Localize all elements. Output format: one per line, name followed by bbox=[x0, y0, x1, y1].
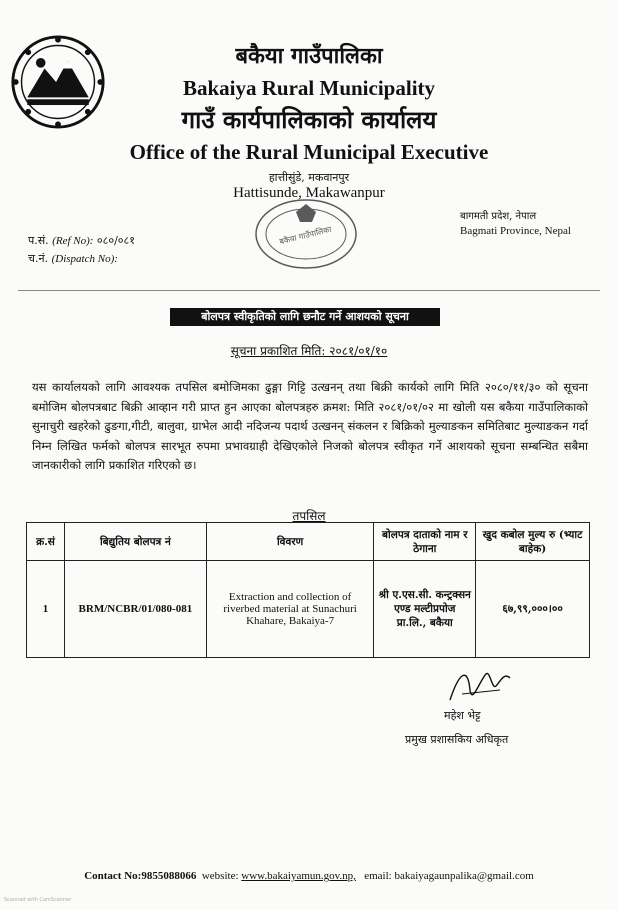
reference-block bbox=[28, 232, 135, 268]
address-en: Hattisunde, Makawanpur bbox=[233, 185, 385, 201]
dispatch-label: च.नं. bbox=[28, 252, 49, 265]
schedule-heading: तपसिल bbox=[292, 509, 326, 523]
dispatch-line bbox=[28, 250, 135, 268]
signature-mark bbox=[440, 660, 520, 710]
notice-body: यस कार्यालयको लागि आवश्यक तपसिल बमोजिमका ढुङ्गा गिट्टि उत्खनन् तथा बिक्री कार्यको लागि मिति २०८०/११/३० को सूचना बमोजिम बोलपत्रबाट बिक्री आव्हान गरी प्राप्त हुन आएका बोलपत्रहरु क्रमश: मिति २०८१/०१/०२ मा खोली यस बकैया गाउँपालिकाको सुनाचुरी खहरेको ढुङगा,गीटी, बालुवा, ग्राभेल आदी नदिजन्य पदार्थ उत्खनन् संकलन र बिक्रिको मुल्याङकन समितिबाट मुल्याङकन गर्दा निम्न लिखित फर्मको बोलपत्र सारभूत रुपमा प्रभावग्राही देखिएकोले निजको बोलपत्र स्वीकृत गर्ने आशयको सूचना सम्बन्धित सबैमा जानकारीको लागि प्रकाशित गरिएको छ। bbox=[32, 380, 588, 472]
stamp-text: बकैया गाउँपालिका bbox=[278, 224, 333, 247]
office-name-np: गाउँ कार्यपालिकाको कार्यालय bbox=[181, 105, 437, 134]
ref-label-en: (Ref No): bbox=[52, 235, 94, 247]
website-label: website: bbox=[201, 870, 239, 882]
table-header-row bbox=[27, 523, 590, 561]
dispatch-label-en: (Dispatch No): bbox=[51, 253, 118, 265]
contact-label: Contact No: bbox=[84, 870, 142, 882]
col-bid-no: बिद्युतिय बोलपत्र नं bbox=[64, 523, 206, 561]
signatory-name: महेश भेट्ट bbox=[444, 709, 481, 722]
municipality-name-np: बकैया गाउँपालिका bbox=[235, 43, 383, 69]
col-amount: खुद कबोल मुल्य रु (भ्याट बाहेक) bbox=[476, 523, 590, 561]
province-np: बागमती प्रदेश, नेपाल bbox=[460, 211, 537, 222]
office-stamp bbox=[252, 196, 360, 272]
header-divider bbox=[18, 290, 600, 291]
ref-label: प.सं. bbox=[28, 234, 49, 247]
cell-description: Extraction and collection of riverbed material at Sunachuri Khahare, Bakaiya-7 bbox=[206, 561, 374, 658]
notice-title: बोलपत्र स्वीकृतिको लागि छनौट गर्ने आशयको सूचना bbox=[170, 308, 440, 326]
office-name-en: Office of the Rural Municipal Executive bbox=[129, 140, 489, 164]
cell-bid-no: BRM/NCBR/01/080-081 bbox=[64, 561, 206, 658]
ref-line bbox=[28, 232, 135, 250]
province-block bbox=[460, 210, 600, 238]
col-bidder: बोलपत्र दाताको नाम र ठेगाना bbox=[374, 523, 476, 561]
email-label: email: bbox=[364, 870, 392, 882]
address-np: हात्तीसुंडे, मकवानपुर bbox=[268, 171, 350, 184]
ref-value: ०८०/०८१ bbox=[96, 234, 135, 247]
publish-date: सूचना प्रकाशित मिति: २०८१/०१/१० bbox=[230, 344, 388, 358]
col-sn: क्र.सं bbox=[27, 523, 65, 561]
footer-contact bbox=[0, 870, 618, 882]
bid-table bbox=[26, 522, 590, 658]
cell-amount: ६७,९९,०००।०० bbox=[476, 561, 590, 658]
contact-number: 9855088066 bbox=[141, 870, 197, 882]
signatory-title: प्रमुख प्रशासकिय अधिकृत bbox=[405, 733, 509, 746]
cell-sn: 1 bbox=[27, 561, 65, 658]
province-en: Bagmati Province, Nepal bbox=[460, 225, 571, 237]
website-link[interactable]: www.bakaiyamun.gov.np, bbox=[241, 870, 356, 882]
col-description: विवरण bbox=[206, 523, 374, 561]
municipality-name-en: Bakaiya Rural Municipality bbox=[182, 76, 436, 100]
cell-bidder: श्री ए.एस.सी. कन्ट्रक्सन एण्ड मल्टीप्रपोज प्रा.लि., बकैया bbox=[374, 561, 476, 658]
table-row bbox=[27, 561, 590, 658]
scanner-watermark: Scanned with CamScanner bbox=[4, 897, 72, 903]
email-address[interactable]: bakaiyagaunpalika@gmail.com bbox=[394, 870, 534, 882]
